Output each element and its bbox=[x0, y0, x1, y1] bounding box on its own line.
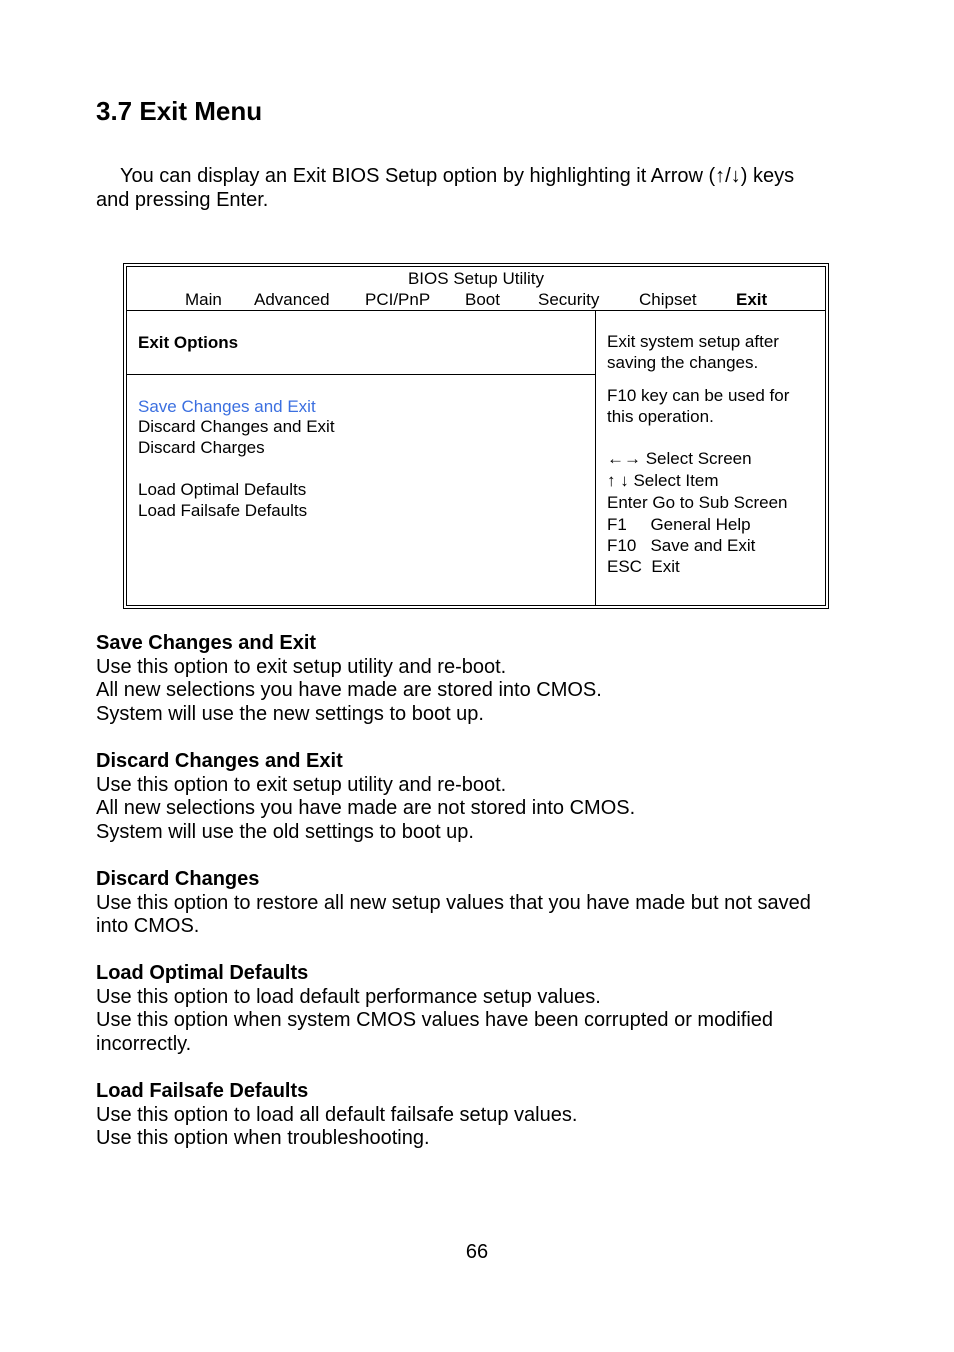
page-title: 3.7 Exit Menu bbox=[96, 96, 263, 126]
section-line: incorrectly. bbox=[96, 1032, 192, 1055]
section-line: Use this option when troubleshooting. bbox=[96, 1127, 430, 1149]
intro-line-2: and pressing Enter. bbox=[96, 189, 269, 211]
help-panel bbox=[607, 331, 789, 577]
section-title: Discard Changes and Exit bbox=[96, 750, 343, 772]
menu-tab-exit[interactable]: Exit bbox=[736, 290, 768, 309]
section-load-failsafe-defaults bbox=[96, 1080, 836, 1151]
key-hint-esc: ESC Exit bbox=[607, 557, 680, 576]
bios-frame bbox=[126, 266, 826, 606]
bios-screen bbox=[123, 263, 829, 609]
section-line: Use this option to restore all new setup values that you have made but not saved bbox=[96, 891, 811, 914]
section-line: Use this option to exit setup utility and re-boot. bbox=[96, 655, 507, 678]
header-divider bbox=[127, 310, 825, 311]
key-hint-f1: F1 General Help bbox=[607, 515, 751, 534]
help-desc-line: Exit system setup after bbox=[607, 332, 779, 351]
help-desc-line: saving the changes. bbox=[607, 353, 759, 372]
section-line: All new selections you have made are not stored into CMOS. bbox=[96, 797, 636, 819]
help-desc-line: F10 key can be used for bbox=[607, 386, 790, 405]
section-line: Use this option to exit setup utility and re-boot. bbox=[96, 773, 507, 796]
panel-divider bbox=[595, 310, 596, 605]
section-title: Load Optimal Defaults bbox=[96, 962, 309, 984]
menu-tab-main[interactable]: Main bbox=[185, 290, 222, 309]
section-line: into CMOS. bbox=[96, 915, 200, 937]
section-line: Use this option to load default performance setup values. bbox=[96, 985, 601, 1008]
menu-tab-pcipnp[interactable]: PCI/PnP bbox=[365, 290, 431, 309]
option-discard-changes-and-exit[interactable]: Discard Changes and Exit bbox=[138, 417, 335, 436]
key-hint-f10: F10 Save and Exit bbox=[607, 536, 756, 555]
option-save-changes-and-exit[interactable]: Save Changes and Exit bbox=[138, 397, 316, 416]
option-load-optimal-defaults[interactable]: Load Optimal Defaults bbox=[138, 480, 307, 499]
section-line: System will use the new settings to boot up. bbox=[96, 702, 484, 725]
menu-tab-security[interactable]: Security bbox=[538, 290, 600, 309]
section-divider bbox=[127, 374, 595, 375]
intro-paragraph bbox=[96, 164, 836, 212]
key-hint-enter: Enter Go to Sub Screen bbox=[607, 493, 788, 512]
section-save-changes-and-exit bbox=[96, 632, 836, 726]
menu-tab-boot[interactable]: Boot bbox=[465, 290, 500, 309]
help-desc-line: this operation. bbox=[607, 407, 714, 426]
key-hint-select-item: ↑ ↓ Select Item bbox=[607, 471, 719, 490]
section-line: Use this option when system CMOS values have been corrupted or modified bbox=[96, 1009, 774, 1031]
option-load-failsafe-defaults[interactable]: Load Failsafe Defaults bbox=[138, 501, 308, 520]
intro-line-1: You can display an Exit BIOS Setup option by highlighting it Arrow (↑/↓) keys bbox=[120, 165, 795, 187]
bios-title: BIOS Setup Utility bbox=[407, 269, 545, 288]
exit-options-label: Exit Options bbox=[138, 333, 239, 352]
section-discard-changes-and-exit bbox=[96, 750, 836, 844]
section-line: All new selections you have made are stored into CMOS. bbox=[96, 679, 602, 701]
section-load-optimal-defaults bbox=[96, 962, 836, 1056]
menu-tab-chipset[interactable]: Chipset bbox=[639, 290, 697, 309]
section-line: Use this option to load all default failsafe setup values. bbox=[96, 1103, 578, 1126]
page-number: 66 bbox=[465, 1241, 489, 1263]
menu-tab-advanced[interactable]: Advanced bbox=[254, 290, 330, 309]
section-title: Save Changes and Exit bbox=[96, 632, 317, 654]
section-discard-changes bbox=[96, 868, 836, 939]
option-discard-changes[interactable]: Discard Charges bbox=[138, 438, 265, 457]
key-hint-select-screen: ←→ Select Screen bbox=[607, 449, 752, 468]
section-title: Discard Changes bbox=[96, 868, 260, 890]
section-line: System will use the old settings to boot up. bbox=[96, 820, 474, 843]
section-title: Load Failsafe Defaults bbox=[96, 1080, 309, 1102]
